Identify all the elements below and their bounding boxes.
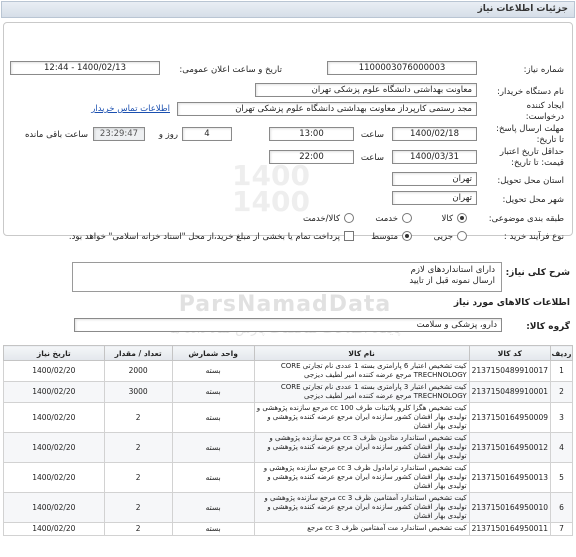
province-label: استان محل تحویل: <box>497 176 564 186</box>
col-row: ردیف <box>551 346 573 361</box>
province-field: تهران <box>392 172 477 186</box>
cell-code: 2137150164950011 <box>469 523 550 536</box>
col-unit: واحد شمارش <box>172 346 254 361</box>
group-label: گروه کالا: <box>526 322 570 332</box>
city-label: شهر محل تحویل: <box>502 195 564 205</box>
city-field: تهران <box>392 191 477 205</box>
col-name: نام کالا <box>254 346 469 361</box>
cell-unit: بسته <box>172 433 254 463</box>
watermark-logo: ParsNamadData <box>178 292 392 317</box>
cell-code: 2137150489910017 <box>469 361 550 382</box>
cell-unit: بسته <box>172 463 254 493</box>
group-field: دارو، پزشکی و سلامت <box>74 318 502 332</box>
cell-code: 2137150164950012 <box>469 433 550 463</box>
items-table <box>3 345 573 536</box>
goods-section-title: اطلاعات کالاهای مورد نیاز <box>453 298 570 308</box>
cell-name: کیت تشخیص استاندارد آمفتامین ظرف cc 3 مرجع سازنده پژوهشی و تولیدی بهار افشان کشور سازنده ایران مرجع عرضه کننده پژوهشی و تولیدی بهار افشان <box>254 493 469 523</box>
cell-name: کیت تشخیص استاندارد متادون ظرف cc 3 مرجع سازنده پژوهشی و تولیدی بهار افشان کشور سازنده ایران مرجع عرضه کننده پژوهشی و تولیدی بهار افشان <box>254 433 469 463</box>
announce-field: 1400/02/13 - 12:44 <box>10 61 160 75</box>
cell-date: 1400/02/20 <box>4 463 105 493</box>
cell-code: 2137150164950013 <box>469 463 550 493</box>
buyer-contact-link[interactable]: اطلاعات تماس خریدار <box>91 104 170 114</box>
category-option-service: خدمت <box>375 214 398 224</box>
table-row <box>4 463 573 493</box>
table-row <box>4 523 573 536</box>
cell-qty: 2 <box>104 463 172 493</box>
table-row <box>4 361 573 382</box>
deadline-time-field: 13:00 <box>269 127 354 141</box>
cell-row: 2 <box>551 382 573 403</box>
category-radio-service[interactable] <box>402 213 412 223</box>
remaining-label: ساعت باقی مانده <box>24 130 88 140</box>
cell-unit: بسته <box>172 493 254 523</box>
cell-qty: 2 <box>104 403 172 433</box>
description-line: دارای استانداردهای لازم <box>410 265 495 275</box>
buyer-field: معاونت بهداشتی دانشگاه علوم پزشکی تهران <box>255 83 477 97</box>
deadline-date-field: 1400/02/18 <box>392 127 477 141</box>
cell-unit: بسته <box>172 382 254 403</box>
cell-row: 6 <box>551 493 573 523</box>
creator-label: ایجاد کننده <box>526 101 564 111</box>
buyer-label: نام دستگاه خریدار: <box>497 87 564 97</box>
validity-time-field: 22:00 <box>269 150 354 164</box>
description-line: ارسال نمونه قبل از تایید <box>409 276 495 286</box>
deadline-label-2: تا تاریخ: <box>536 135 564 145</box>
deadline-label: مهلت ارسال پاسخ: <box>496 124 564 134</box>
cell-code: 2137150164950009 <box>469 403 550 433</box>
validity-time-label: ساعت <box>360 153 384 163</box>
deadline-time-label: ساعت <box>360 130 384 140</box>
category-option-both: کالا/خدمت <box>303 214 340 224</box>
cell-unit: بسته <box>172 361 254 382</box>
need-number-label: شماره نیاز: <box>523 65 564 75</box>
cell-code: 2137150489910001 <box>469 382 550 403</box>
remaining-time-field: 23:29:47 <box>93 127 145 141</box>
cell-date: 1400/02/20 <box>4 493 105 523</box>
category-label: طبقه بندی موضوعی: <box>488 214 564 224</box>
description-label: شرح کلی نیاز: <box>505 268 570 278</box>
cell-qty: 3000 <box>104 382 172 403</box>
days-field: 4 <box>182 127 232 141</box>
cell-qty: 2 <box>104 523 172 536</box>
treasury-checkbox[interactable] <box>344 231 354 241</box>
days-label: روز و <box>158 130 178 140</box>
validity-label-2: قیمت: تا تاریخ: <box>511 158 564 168</box>
cell-date: 1400/02/20 <box>4 382 105 403</box>
cell-date: 1400/02/20 <box>4 523 105 536</box>
process-option-minor: جزیی <box>433 232 453 242</box>
category-radio-goods[interactable] <box>457 213 467 223</box>
table-row <box>4 403 573 433</box>
payment-note: پرداخت تمام یا بخشی از مبلغ خرید،از محل "اسناد خزانه اسلامی" خواهد بود. <box>68 232 340 242</box>
table-row <box>4 382 573 403</box>
cell-name: کیت تشخیص هگزا کلرو پلاتینات طرف cc 100 مرجع سازنده پژوهشی و تولیدی بهار افشان کشور سازنده ایران مرجع عرضه کننده پژوهشی و تولیدی بهار افشان <box>254 403 469 433</box>
col-qty: تعداد / مقدار <box>104 346 172 361</box>
cell-row: 3 <box>551 403 573 433</box>
announce-label: تاریخ و ساعت اعلان عمومی: <box>179 65 282 75</box>
cell-row: 5 <box>551 463 573 493</box>
background-watermark: 1400 1400 <box>232 159 310 218</box>
cell-name: کیت تشخیص استاندارد ترامادول ظرف cc 3 مرجع سازنده پژوهشی و تولیدی بهار افشان کشور سازنده ایران مرجع عرضه کننده پژوهشی و تولیدی بهار افشان <box>254 463 469 493</box>
category-option-goods: کالا <box>441 214 453 224</box>
category-radio-both[interactable] <box>344 213 354 223</box>
validity-date-field: 1400/03/31 <box>392 150 477 164</box>
cell-row: 4 <box>551 433 573 463</box>
cell-date: 1400/02/20 <box>4 361 105 382</box>
cell-row: 1 <box>551 361 573 382</box>
validity-label: حداقل تاریخ اعتبار <box>499 147 564 157</box>
process-radio-medium[interactable] <box>402 231 412 241</box>
cell-date: 1400/02/20 <box>4 403 105 433</box>
cell-unit: بسته <box>172 403 254 433</box>
creator-field: مجد رستمی کارپرداز معاونت بهداشتی دانشگاه علوم پزشکی تهران <box>177 102 477 116</box>
description-box <box>72 262 502 292</box>
cell-date: 1400/02/20 <box>4 433 105 463</box>
details-panel <box>3 22 573 242</box>
process-option-medium: متوسط <box>371 232 398 242</box>
table-row <box>4 433 573 463</box>
col-date: تاریخ نیاز <box>4 346 105 361</box>
page-title: جزئیات اطلاعات نیاز <box>1 1 575 18</box>
cell-qty: 2000 <box>104 361 172 382</box>
cell-name: کیت تشخیص اعتبار 6 پارامتری بسته 1 عددی نام تجارتی CORE TRECHNOLOGY مرجع عرضه کننده امیر لطیف دیزجی <box>254 361 469 382</box>
cell-name: کیت تشخیص استاندارد مت آمفتامین ظرف cc 3 مرجع <box>254 523 469 536</box>
cell-name: کیت تشخیص اعتبار 3 پارامتری بسته 1 عددی نام تجارتی CORE TRECHNOLOGY مرجع عرضه کننده امیر لطیف دیزجی <box>254 382 469 403</box>
cell-qty: 2 <box>104 493 172 523</box>
table-header-row <box>4 346 573 361</box>
col-code: کد کالا <box>469 346 550 361</box>
cell-row: 7 <box>551 523 573 536</box>
cell-qty: 2 <box>104 433 172 463</box>
process-label: نوع فرآیند خرید : <box>503 232 564 242</box>
cell-code: 2137150164950010 <box>469 493 550 523</box>
process-radio-minor[interactable] <box>457 231 467 241</box>
creator-label-2: درخواست: <box>525 112 564 122</box>
cell-unit: بسته <box>172 523 254 536</box>
table-row <box>4 493 573 523</box>
need-number-field: 1100003076000003 <box>327 61 477 75</box>
